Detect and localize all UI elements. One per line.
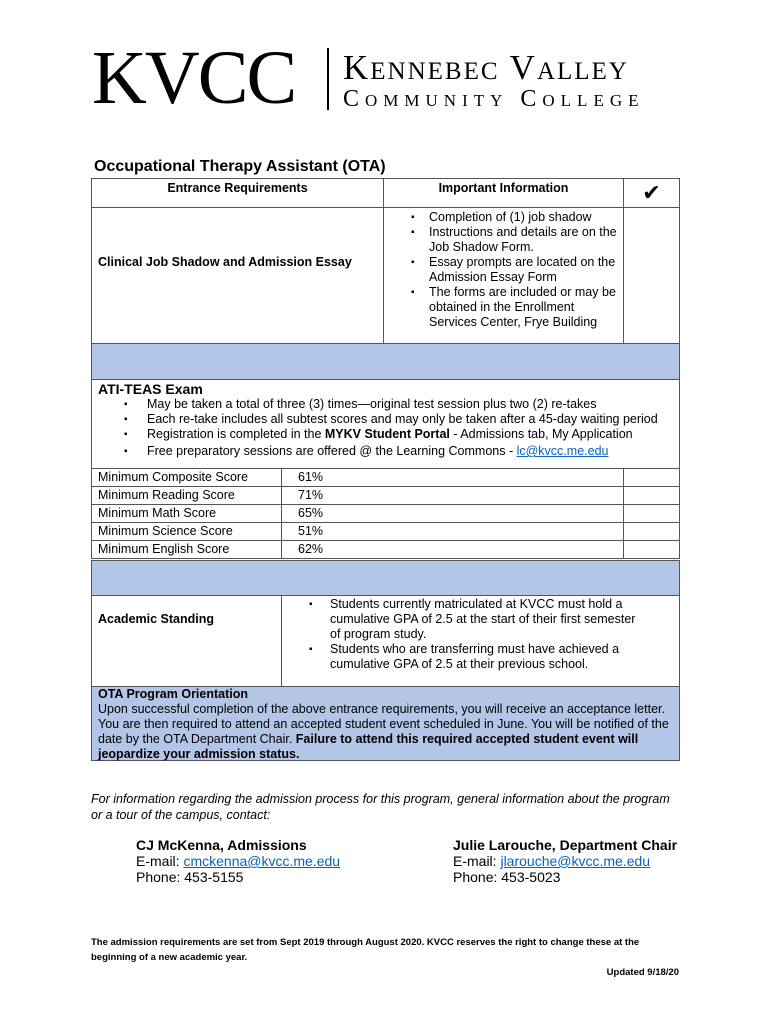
checkmark-icon: ✔ [623,178,680,208]
header-requirements: Entrance Requirements [91,178,384,208]
page-title: Occupational Therapy Assistant (OTA) [94,158,386,175]
ati-bullet: ▪ Each re-take includes all subtest scores and may only be taken after a 45-day waiting period [98,412,673,427]
info-text: For information regarding the admission process for this program, general information about the program or a tour of the campus, contact: [91,792,670,822]
score-label: Minimum Composite Score [91,468,282,487]
lc-email-link[interactable]: lc@kvcc.me.edu [516,444,609,458]
info-bullet: ▪ Essay prompts are located on the Admission Essay Form [409,255,619,285]
reg-text: Registration is completed in the [147,427,325,441]
footer-note: The admission requirements are set from Sept 2019 through August 2020. KVCC reserves the right to change these at the beginning of a new academic year. [91,937,640,963]
updated-date: Updated 9/18/20 [606,967,679,978]
score-label: Minimum Reading Score [91,486,282,505]
info-bullet: ▪ The forms are included or may be obtained in the Enrollment Services Center, Frye Building [409,285,619,330]
score-value: 61% [281,468,624,487]
separator-band [91,343,680,380]
email-link[interactable]: jlarouche@kvcc.me.edu [500,853,651,869]
info-bullet: ▪ Completion of (1) job shadow [409,210,619,225]
email-label: E-mail: [136,853,184,869]
score-value: 71% [281,486,624,505]
check-cell[interactable] [623,207,680,344]
info-bullet: ▪ Instructions and details are on the Job Shadow Form. [409,225,619,255]
free-text: Free preparatory sessions are offered @ the Learning Commons - [147,444,517,458]
logo-line1: Kennebec Valley [343,48,629,87]
contact-name: Julie Larouche, Department Chair [453,837,678,853]
separator-band [91,560,680,596]
portal-name: MYKV Student Portal [324,427,450,441]
check-cell[interactable] [623,468,680,487]
email-label: E-mail: [453,853,501,869]
score-label: Minimum Science Score [91,522,282,541]
academic-info [281,595,680,687]
orientation-section [91,686,680,761]
contact-admissions [136,837,340,885]
academic-bullet: ▪ Students currently matriculated at KVCC must hold a cumulative GPA of 2.5 at the start of their first semester of program study. [296,597,649,642]
contact-phone: Phone: 453-5023 [453,869,561,885]
orientation-heading: OTA Program Orientation [98,687,249,701]
orientation-warning: Failure to attend this required accepted student event will jeopardize your admission status. [98,732,639,761]
job-shadow-info [383,207,624,344]
logo-abbr: KVCC [92,36,296,120]
contact-name: CJ McKenna, Admissions [136,837,307,853]
score-value: 65% [281,504,624,523]
reg-text-end: - Admissions tab, My Application [449,427,633,441]
check-cell[interactable] [623,522,680,541]
email-link[interactable]: cmckenna@kvcc.me.edu [183,853,341,869]
header-info: Important Information [383,178,624,208]
ati-teas-section [91,379,680,469]
academic-bullet: ▪ Students who are transferring must have achieved a cumulative GPA of 2.5 at their previous school. [296,642,649,672]
job-shadow-label: Clinical Job Shadow and Admission Essay [91,207,384,344]
logo-line2: Community College [343,86,645,112]
score-value: 51% [281,522,624,541]
academic-label: Academic Standing [91,595,282,687]
ati-bullet: ▪ May be taken a total of three (3) times—original test session plus two (2) re-takes [98,397,673,412]
ati-bullet [98,427,673,442]
ati-bullet [98,444,673,459]
contact-chair [453,837,677,885]
check-cell[interactable] [623,540,680,559]
orientation-text: Upon successful completion of the above entrance requirements, you will receive an acceptance letter. You are then required to attend an accepted student event scheduled in June. You will be notified of the date by the OTA Department Chair. [98,702,669,746]
check-cell[interactable] [623,504,680,523]
check-cell[interactable] [623,486,680,505]
contact-phone: Phone: 453-5155 [136,869,244,885]
logo-divider [327,48,329,110]
score-label: Minimum Math Score [91,504,282,523]
ati-heading: ATI-TEAS Exam [98,381,203,397]
score-label: Minimum English Score [91,540,282,559]
score-value: 62% [281,540,624,559]
